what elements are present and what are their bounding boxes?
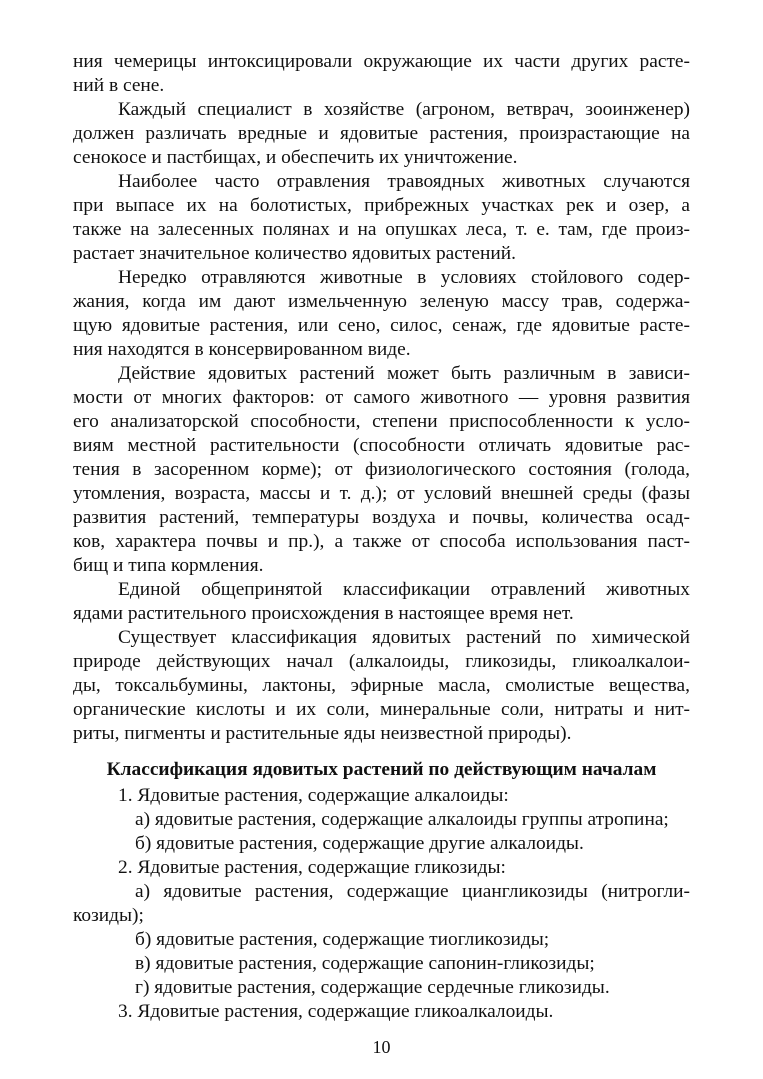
text-line: Существует классификация ядовитых растений по химической	[118, 627, 690, 648]
classification-list	[73, 784, 690, 1024]
text-line: тения в засоренном корме); от физиологического состояния (голода,	[73, 459, 690, 480]
text-line: ния находятся в консервированном виде.	[73, 339, 411, 360]
text-line: его анализаторской способности, степени приспособленности к усло-	[73, 411, 690, 432]
text-line: при выпасе их на болотистых, прибрежных участках рек и озер, а	[73, 195, 690, 216]
text-line: растает значительное количество ядовитых растений.	[73, 243, 516, 264]
list-subitem: а) ядовитые растения, содержащие алкалоиды группы атропина;	[135, 809, 669, 830]
text-line: ния чемерицы интоксицировали окружающие их части других расте-	[73, 51, 690, 72]
text-line: ний в сене.	[73, 75, 165, 96]
text-line: риты, пигменты и растительные яды неизвестной природы).	[73, 723, 572, 744]
page-number: 10	[372, 1037, 391, 1057]
text-line: утомления, возраста, массы и т. д.); от условий внешней среды (фазы	[73, 483, 690, 504]
text-line: Каждый специалист в хозяйстве (агроном, ветврач, зооинженер)	[118, 99, 690, 120]
text-line: развития растений, температуры воздуха и почвы, количества осад-	[73, 507, 690, 528]
text-line: жания, когда им дают измельченную зеленую массу трав, содержа-	[73, 291, 690, 312]
text-line: бищ и типа кормления.	[73, 555, 264, 576]
page-content	[73, 50, 690, 1024]
text-line: природе действующих начал (алкалоиды, гликозиды, гликоалкалои-	[73, 651, 690, 672]
list-item: 2. Ядовитые растения, содержащие гликозиды:	[118, 857, 506, 878]
text-line: Наиболее часто отравления травоядных животных случаются	[118, 171, 690, 192]
list-item: 1. Ядовитые растения, содержащие алкалоиды:	[118, 785, 509, 806]
text-line: сенокосе и пастбищах, и обеспечить их уничтожение.	[73, 147, 518, 168]
list-continuation: козиды);	[73, 905, 144, 926]
text-line: виям местной растительности (способности отличать ядовитые рас-	[73, 435, 690, 456]
list-subitem: в) ядовитые растения, содержащие сапонин-гликозиды;	[135, 953, 595, 974]
text-line: ядами растительного происхождения в настоящее время нет.	[73, 603, 574, 624]
text-line: Нередко отравляются животные в условиях стойлового содер-	[118, 267, 690, 288]
text-line: должен различать вредные и ядовитые растения, произрастающие на	[73, 123, 690, 144]
list-item: 3. Ядовитые растения, содержащие гликоалкалоиды.	[118, 1001, 554, 1022]
text-line: также на залесенных полянах и на опушках леса, т. е. там, где произ-	[73, 219, 690, 240]
text-line: Единой общепринятой классификации отравлений животных	[118, 579, 690, 600]
text-line: щую ядовитые растения, или сено, силос, сенаж, где ядовитые расте-	[73, 315, 690, 336]
text-line: ды, токсальбумины, лактоны, эфирные масла, смолистые вещества,	[73, 675, 690, 696]
section-heading: Классификация ядовитых растений по действующим началам	[106, 759, 657, 780]
body-text	[73, 50, 690, 746]
list-subitem: б) ядовитые растения, содержащие другие алкалоиды.	[135, 833, 584, 854]
text-line: ков, характера почвы и пр.), а также от способа использования паст-	[73, 531, 690, 552]
list-subitem: а) ядовитые растения, содержащие циангликозиды (нитрогли-	[135, 881, 690, 902]
list-subitem: г) ядовитые растения, содержащие сердечные гликозиды.	[135, 977, 610, 998]
text-line: Действие ядовитых растений может быть различным в зависи-	[118, 363, 690, 384]
text-line: органические кислоты и их соли, минеральные соли, нитраты и нит-	[73, 699, 690, 720]
text-line: мости от многих факторов: от самого животного — уровня развития	[73, 387, 690, 408]
list-subitem: б) ядовитые растения, содержащие тиогликозиды;	[135, 929, 550, 950]
